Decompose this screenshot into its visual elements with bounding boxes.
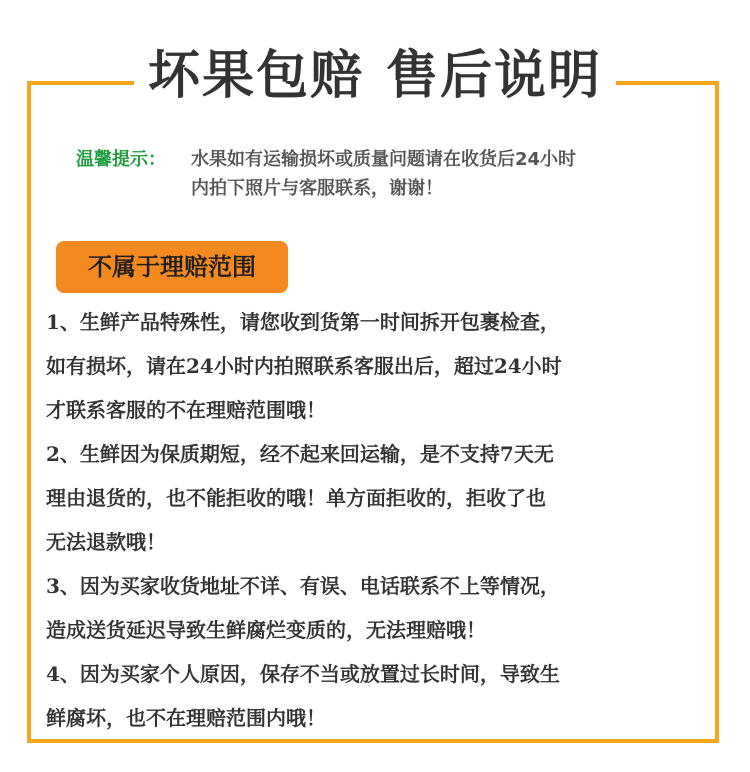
rule-line: 无法退款哦！ <box>46 530 166 554</box>
rule-line: 3、因为买家收货地址不详、有误、电话联系不上等情况， <box>46 574 560 598</box>
rule-line: 如有损坏，请在24小时内拍照联系客服出后，超过24小时 <box>46 354 562 378</box>
tip-label: 温馨提示： <box>76 149 166 170</box>
rule-line: 造成送货延迟导致生鲜腐烂变质的，无法理赔哦！ <box>46 618 486 642</box>
tip-line: 内拍下照片与客服联系，谢谢！ <box>191 178 443 199</box>
title-left: 坏果包赔 <box>147 46 364 106</box>
tip-line: 水果如有运输损坏或质量问题请在收货后24小时 <box>191 149 577 170</box>
rule-line: 鲜腐坏，也不在理赔范围内哦！ <box>46 706 326 730</box>
rule-line: 理由退货的，也不能拒收的哦！单方面拒收的，拒收了也 <box>46 486 546 510</box>
title-right: 售后说明 <box>386 46 603 106</box>
rule-line: 才联系客服的不在理赔范围哦！ <box>46 398 326 422</box>
section-badge: 不属于理赔范围 <box>56 241 288 293</box>
rules-list <box>46 300 696 740</box>
rule-line: 2、生鲜因为保质期短，经不起来回运输，是不支持7天无 <box>46 442 554 466</box>
rule-line: 1、生鲜产品特殊性，请您收到货第一时间拆开包裹检查， <box>46 310 560 334</box>
rule-line: 4、因为买家个人原因，保存不当或放置过长时间，导致生 <box>46 662 560 686</box>
tip-text <box>191 145 691 203</box>
